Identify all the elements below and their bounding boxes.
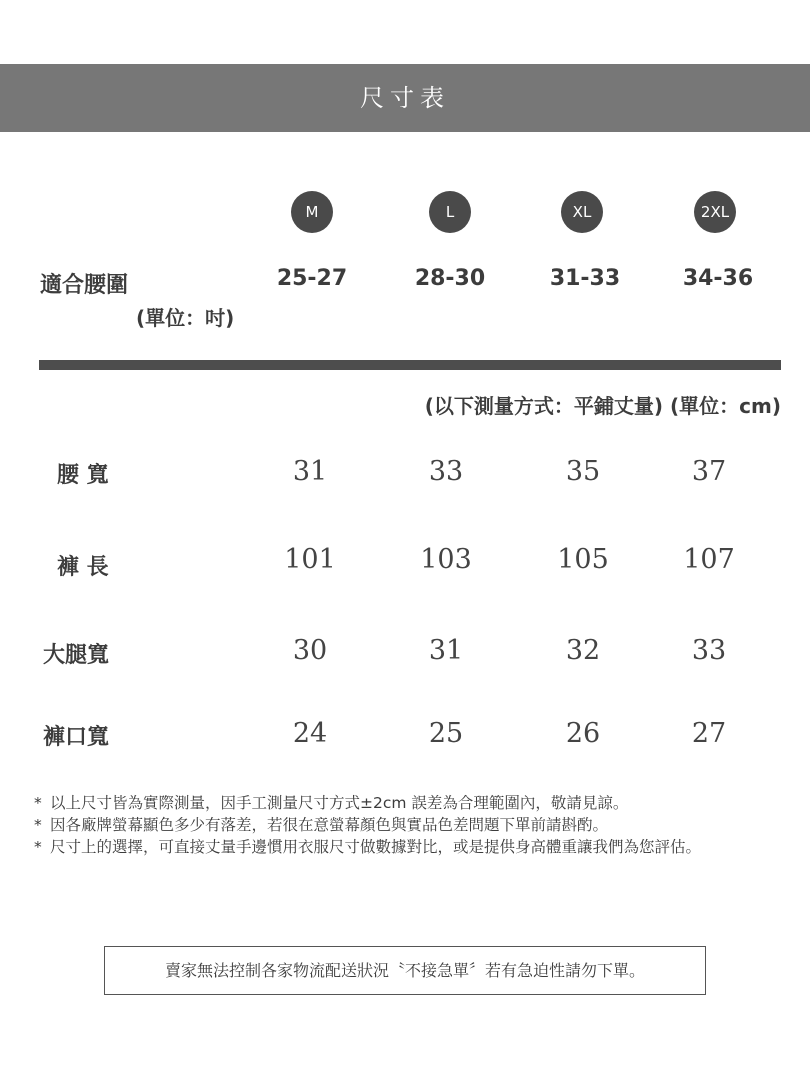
note-item	[34, 836, 794, 858]
note-text: 尺寸上的選擇，可直接丈量手邊慣用衣服尺寸做數據對比，或是提供身高體重讓我們為您評估。	[50, 838, 702, 856]
table-cell: 26	[565, 718, 601, 749]
waist-fit-value: 28-30	[414, 266, 486, 291]
page-title: 尺寸表	[360, 84, 450, 112]
table-cell: 31	[428, 635, 464, 666]
table-cell: 107	[683, 544, 735, 575]
row-label-hem-width: 褲口寬	[43, 725, 110, 750]
row-label-pants-length: 褲 長	[57, 555, 109, 580]
table-cell: 32	[565, 635, 601, 666]
table-cell: 27	[691, 718, 727, 749]
note-item	[34, 792, 794, 814]
title-banner	[0, 64, 810, 132]
note-item	[34, 814, 794, 836]
waist-fit-value: 34-36	[682, 266, 754, 291]
table-cell: 24	[292, 718, 328, 749]
size-badge-m: M	[291, 191, 333, 233]
shipping-notice-box	[104, 946, 706, 995]
note-text: 因各廠牌螢幕顯色多少有落差，若很在意螢幕顏色與實品色差問題下單前請斟酌。	[50, 816, 609, 834]
row-label-thigh-width: 大腿寬	[43, 643, 110, 668]
waist-fit-value: 31-33	[549, 266, 621, 291]
table-cell: 33	[428, 456, 464, 487]
row-label-waist-width: 腰 寬	[57, 463, 109, 488]
table-cell: 30	[292, 635, 328, 666]
table-cell: 105	[557, 544, 609, 575]
measure-method-note: (以下測量方式：平鋪丈量) (單位：cm)	[424, 394, 781, 418]
table-cell: 31	[292, 456, 328, 487]
size-badge-xl: XL	[561, 191, 603, 233]
table-cell: 33	[691, 635, 727, 666]
size-badge-2xl: 2XL	[694, 191, 736, 233]
note-bullet: *	[34, 794, 42, 812]
note-bullet: *	[34, 816, 42, 834]
table-cell: 101	[284, 544, 336, 575]
table-cell: 37	[691, 456, 727, 487]
section-divider	[39, 360, 781, 370]
note-text: 以上尺寸皆為實際測量，因手工測量尺寸方式±2cm 誤差為合理範圍內，敬請見諒。	[50, 794, 629, 812]
waist-fit-unit: (單位：吋)	[136, 306, 235, 330]
notes-list	[34, 792, 794, 858]
table-cell: 25	[428, 718, 464, 749]
table-cell: 35	[565, 456, 601, 487]
table-cell: 103	[420, 544, 472, 575]
size-badge-l: L	[429, 191, 471, 233]
waist-fit-label: 適合腰圍	[40, 273, 129, 298]
waist-fit-value: 25-27	[276, 266, 348, 291]
note-bullet: *	[34, 838, 42, 856]
shipping-notice-text: 賣家無法控制各家物流配送狀況〝不接急單〞若有急迫性請勿下單。	[164, 961, 645, 980]
